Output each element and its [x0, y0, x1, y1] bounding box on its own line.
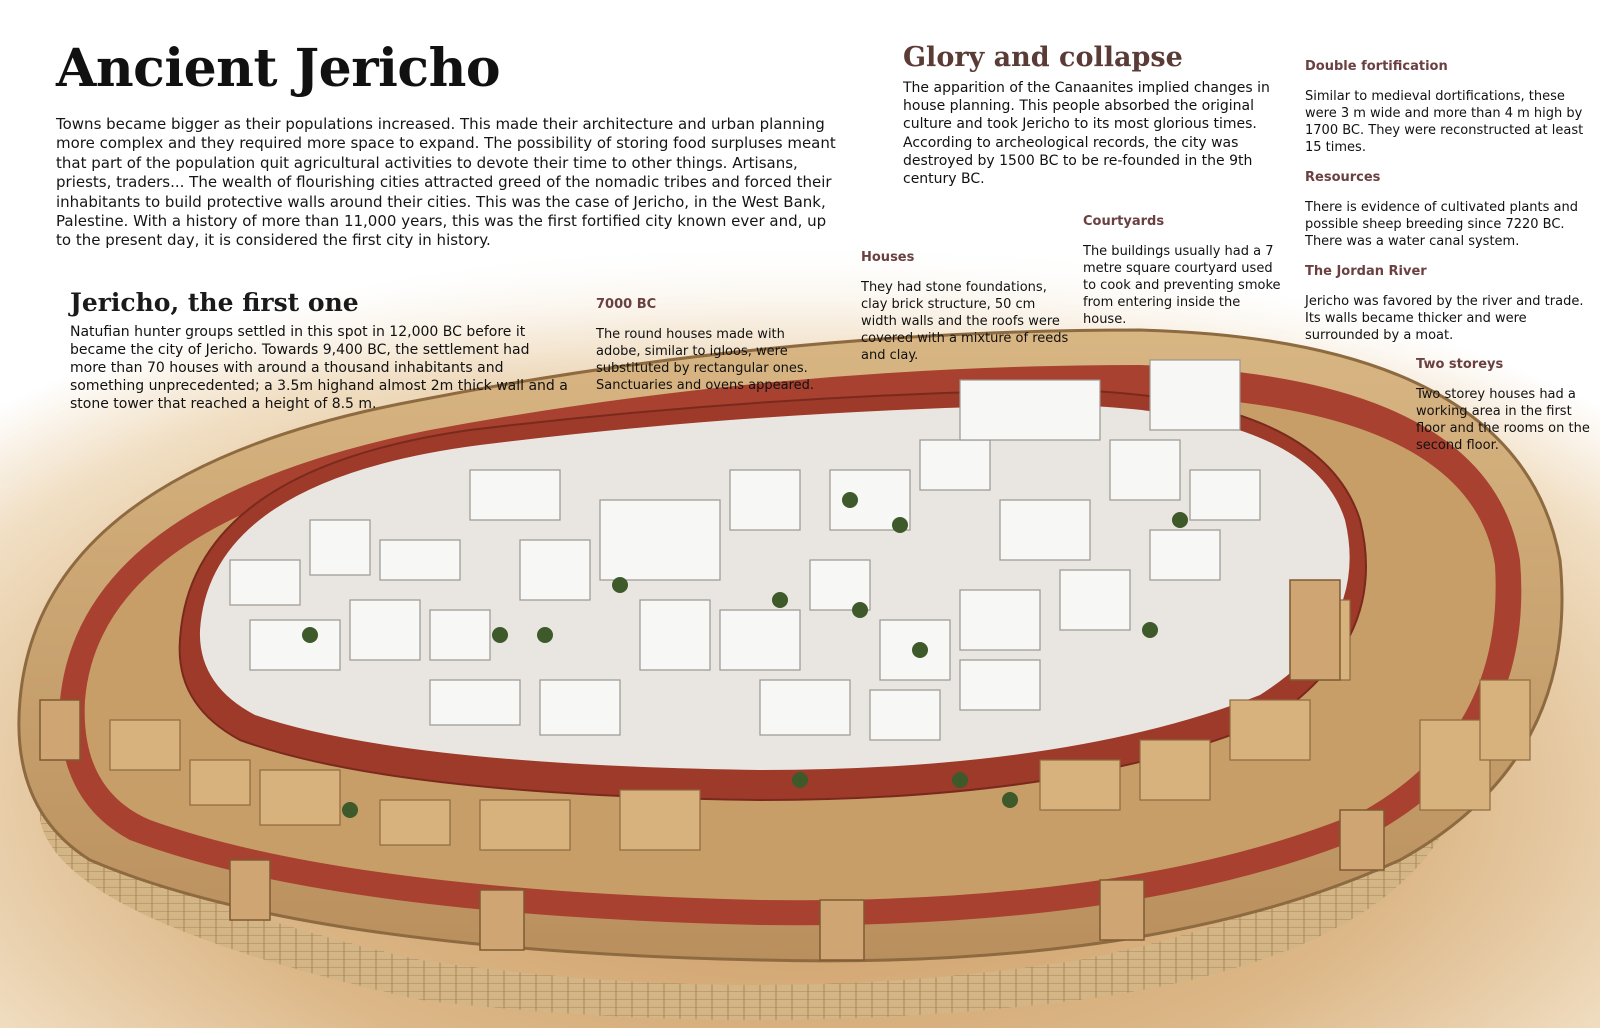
- glory-body: The apparition of the Canaanites implied changes in house planning. This people absorbed the original culture and took Jericho to its most glorious times. According to archeological records, the city was destroyed by 1500 BC to be re-founded in the 9th century BC.: [903, 80, 1270, 188]
- note-body: Jericho was favored by the river and trade. Its walls became thicker and were surrounded by a moat.: [1305, 294, 1584, 343]
- note-heading: Two storeys: [1416, 357, 1504, 372]
- note-heading: 7000 BC: [596, 297, 657, 312]
- note-body: The buildings usually had a 7 metre square courtyard used to cook and preventing smoke from entering inside the house.: [1083, 244, 1281, 327]
- note-resources: [1305, 157, 1595, 263]
- note-heading: The Jordan River: [1305, 264, 1427, 279]
- note-body: Similar to medieval dortifications, these were 3 m wide and more than 4 m high by 1700 BC. They were reconstructed at least 15 times.: [1305, 89, 1584, 155]
- note-houses: [861, 237, 1071, 377]
- note-courtyards: [1083, 201, 1283, 341]
- note-heading: Courtyards: [1083, 214, 1165, 229]
- note-heading: Resources: [1305, 170, 1381, 185]
- page-title: Ancient Jericho: [56, 38, 501, 99]
- glory-heading: Glory and collapse: [903, 42, 1183, 73]
- note-body: Two storey houses had a working area in the first floor and the rooms on the second floor.: [1416, 387, 1590, 453]
- note-7000-bc: [596, 284, 826, 407]
- note-body: There is evidence of cultivated plants and possible sheep breeding since 7220 BC. There was a water canal system.: [1305, 200, 1578, 249]
- first-one-body: Natufian hunter groups settled in this spot in 12,000 BC before it became the city of Jericho. Towards 9,400 BC, the settlement had more than 70 houses with around a thousand inhabitants and something unprecedented; a 3.5m highand almost 2m thick wall and a stone tower that reached a height of 8.5 m.: [70, 324, 568, 412]
- note-heading: Houses: [861, 250, 915, 265]
- note-jordan-river: [1305, 251, 1595, 357]
- intro-paragraph: Towns became bigger as their populations increased. This made their architecture and urban planning more complex and they required more space to expand. The possibility of storing food surpluses meant that part of the population quit agricultural activities to devote their time to other things. Artisans, priests, traders... The wealth of flourishing cities attracted greed of the nomadic tribes and forced their inhabitants to build protective walls around their cities. This was the case of Jericho, in the West Bank, Palestine. With a history of more than 11,000 years, this was the first fortified city known ever and, up to the present day, it is considered the first city in history.: [56, 115, 836, 250]
- note-body: The round houses made with adobe, similar to igloos, were substituted by rectangular ones. Sanctuaries and ovens appeared.: [596, 327, 815, 393]
- note-body: They had stone foundations, clay brick structure, 50 cm width walls and the roofs were covered with a mixture of reeds and clay.: [861, 280, 1069, 363]
- note-double-fortification: [1305, 46, 1595, 169]
- note-heading: Double fortification: [1305, 59, 1448, 74]
- note-two-storeys: [1416, 344, 1596, 467]
- first-one-heading: Jericho, the first one: [70, 288, 359, 317]
